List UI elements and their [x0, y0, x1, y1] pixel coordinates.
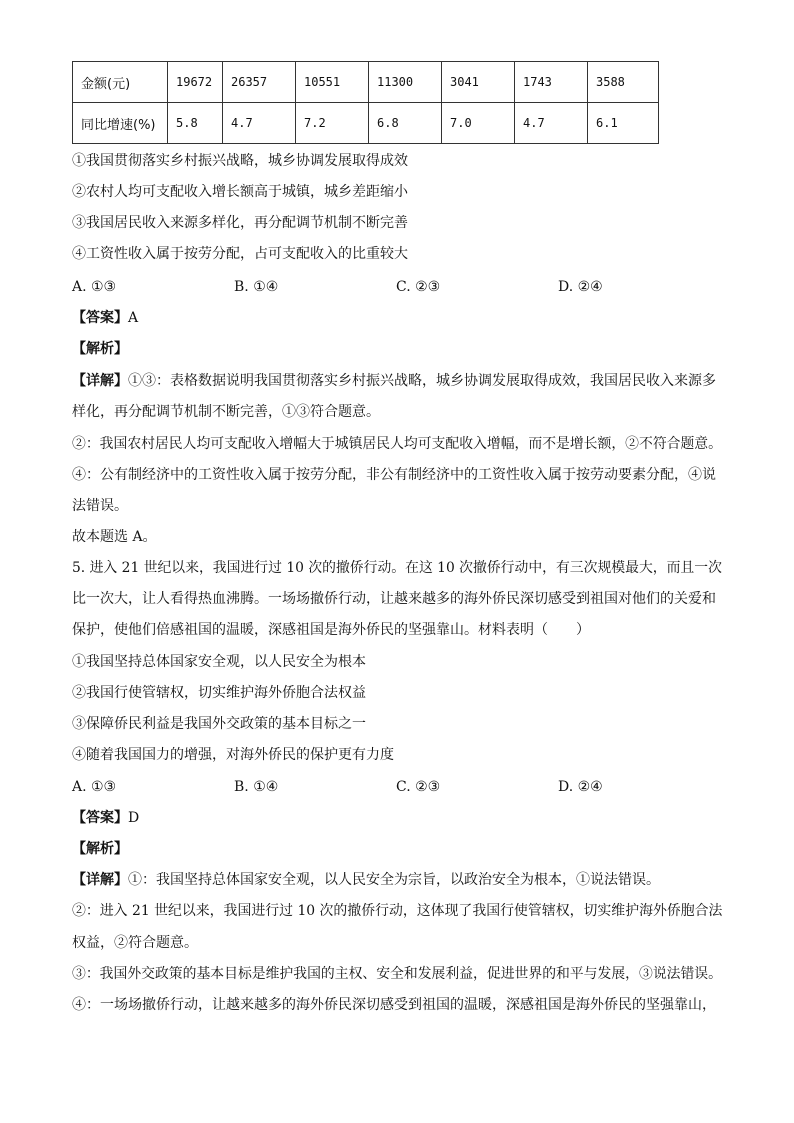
table-cell: 3588 [588, 62, 659, 103]
choice-b: B. ①④ [234, 779, 279, 795]
table-cell: 1743 [515, 62, 588, 103]
q4-answer [72, 309, 138, 327]
answer-tag: 【答案】 [72, 310, 128, 326]
choice-c: C. ②③ [396, 779, 441, 795]
row-header: 金额(元) [73, 62, 168, 103]
answer-tag: 【答案】 [72, 810, 128, 826]
q5-choices [72, 778, 722, 796]
choice-d: D. ②④ [558, 279, 603, 295]
table-cell: 19672 [168, 62, 223, 103]
choice-d: D. ②④ [558, 779, 603, 795]
q5-statement: ③保障侨民利益是我国外交政策的基本目标之一 [72, 716, 366, 732]
q5-answer [72, 809, 139, 827]
table-cell: 10551 [296, 62, 369, 103]
q4-statement: ③我国居民收入来源多样化，再分配调节机制不断完善 [72, 215, 408, 231]
table-cell: 26357 [223, 62, 296, 103]
q5-detail-line: ②：进入 21 世纪以来，我国进行过 10 次的撤侨行动，这体现了我国行使管辖权，切实维护海外侨胞合法 [72, 903, 723, 919]
table-cell: 6.1 [588, 103, 659, 144]
choice-a: A. ①③ [72, 779, 117, 795]
q4-detail-line: 样化，再分配调节机制不断完善，①③符合题意。 [72, 404, 380, 420]
q5-statement: ①我国坚持总体国家安全观，以人民安全为根本 [72, 654, 366, 670]
q5-detail-line: ③：我国外交政策的基本目标是维护我国的主权、安全和发展利益，促进世界的和平与发展，③说法错误。 [72, 966, 722, 982]
income-table [72, 61, 659, 144]
q5-detail-line: 权益，②符合题意。 [72, 935, 198, 951]
q5-statement: ②我国行使管辖权，切实维护海外侨胞合法权益 [72, 685, 366, 701]
table-cell: 6.8 [369, 103, 442, 144]
table-cell: 7.2 [296, 103, 369, 144]
q5-detail-line: ④：一场场撤侨行动，让越来越多的海外侨民深切感受到祖国的温暖，深感祖国是海外侨民的坚强靠山， [72, 997, 716, 1013]
q5-detail-line [72, 871, 660, 889]
q4-statement: ②农村人均可支配收入增长额高于城镇，城乡差距缩小 [72, 184, 408, 200]
q4-detail-line [72, 372, 716, 390]
table-cell: 3041 [442, 62, 515, 103]
analysis-tag: 【解析】 [72, 841, 128, 857]
answer-value: D [128, 810, 140, 826]
q5-stem-line: 比一次大，让人看得热血沸腾。一场场撤侨行动，让越来越多的海外侨民深切感受到祖国对他们的关爱和 [72, 591, 716, 607]
q5-stem-line: 保护，使他们倍感祖国的温暖，深感祖国是海外侨民的坚强靠山。材料表明（ ） [72, 622, 590, 638]
q4-detail-line: ④：公有制经济中的工资性收入属于按劳分配，非公有制经济中的工资性收入属于按劳动要素分配，④说 [72, 467, 716, 483]
q4-statement: ①我国贯彻落实乡村振兴战略，城乡协调发展取得成效 [72, 153, 408, 169]
q4-detail-line: ②：我国农村居民人均可支配收入增幅大于城镇居民人均可支配收入增幅，而不是增长额，②不符合题意。 [72, 436, 722, 452]
q5-statement: ④随着我国国力的增强，对海外侨民的保护更有力度 [72, 747, 394, 763]
detail-tag: 【详解】 [72, 373, 128, 389]
q4-statement: ④工资性收入属于按劳分配，占可支配收入的比重较大 [72, 246, 408, 262]
table-row [73, 103, 659, 144]
table-cell: 5.8 [168, 103, 223, 144]
q5-stem-line: 5. 进入 21 世纪以来，我国进行过 10 次的撤侨行动。在这 10 次撤侨行动中，有三次规模最大，而且一次 [72, 560, 722, 576]
choice-b: B. ①④ [234, 279, 279, 295]
q4-analysis-tag [72, 340, 128, 358]
detail-text: ①：我国坚持总体国家安全观，以人民安全为宗旨，以政治安全为根本，①说法错误。 [128, 872, 660, 888]
choice-c: C. ②③ [396, 279, 441, 295]
table-cell: 11300 [369, 62, 442, 103]
choice-a: A. ①③ [72, 279, 117, 295]
table-cell: 7.0 [442, 103, 515, 144]
row-header: 同比增速(%) [73, 103, 168, 144]
detail-tag: 【详解】 [72, 872, 128, 888]
table-cell: 4.7 [515, 103, 588, 144]
analysis-tag: 【解析】 [72, 341, 128, 357]
q4-detail-line: 法错误。 [72, 498, 128, 514]
table-cell: 4.7 [223, 103, 296, 144]
q5-analysis-tag [72, 840, 128, 858]
q4-choices [72, 278, 722, 296]
q4-conclusion: 故本题选 A。 [72, 529, 157, 545]
table-row [73, 62, 659, 103]
answer-value: A [128, 310, 139, 326]
detail-text: ①③：表格数据说明我国贯彻落实乡村振兴战略，城乡协调发展取得成效，我国居民收入来源多 [128, 373, 716, 389]
